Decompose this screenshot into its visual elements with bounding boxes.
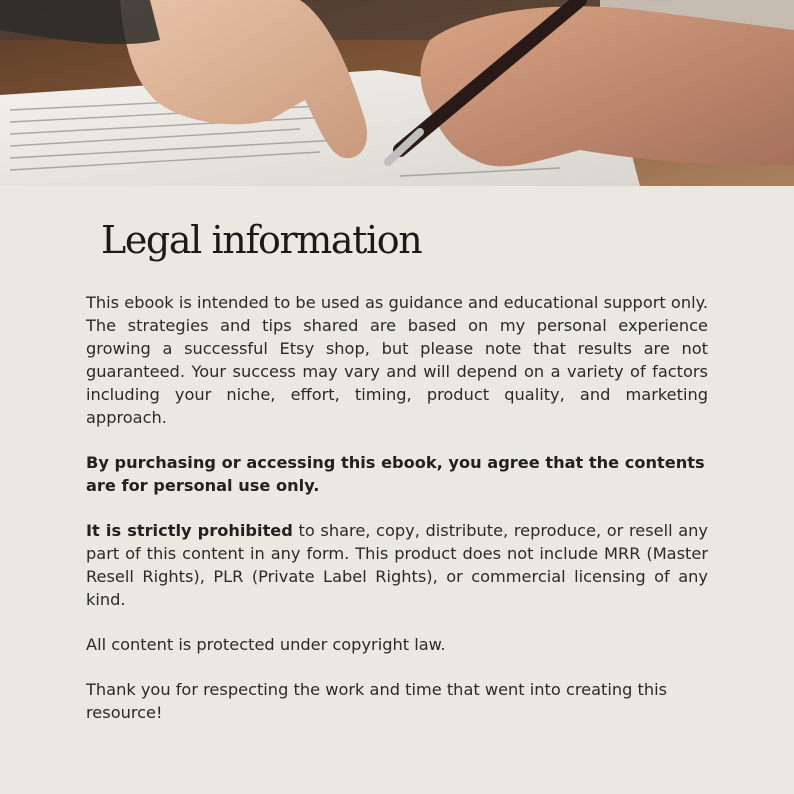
prohibited-emphasis: It is strictly prohibited <box>86 521 293 540</box>
prohibited-text: to share, copy, distribute, reproduce, or resell any part of this content in any form. This product does not include MRR (Master Resell Rights), PLR (Private Label Rights), or commercial licensing of any kind. <box>86 521 708 609</box>
paragraph-agreement: By purchasing or accessing this ebook, you agree that the contents are for personal use only. <box>86 453 705 495</box>
header-photo-signing-document <box>0 0 794 186</box>
paragraph-thanks: Thank you for respecting the work and time that went into creating this resource! <box>86 680 668 722</box>
paragraph-intro: This ebook is intended to be used as guidance and educational support only. The strategies and tips shared are based on my personal experience growing a successful Etsy shop, but please note that results are not guaranteed. Your success may vary and will depend on a variety of factors including your niche, effort, timing, product quality, and marketing approach. <box>86 293 708 427</box>
header-photo-illustration <box>0 0 794 186</box>
paragraph-prohibited <box>86 519 708 611</box>
page-title: Legal information <box>101 218 422 262</box>
legal-body <box>86 291 708 724</box>
paragraph-copyright: All content is protected under copyright law. <box>86 635 446 654</box>
